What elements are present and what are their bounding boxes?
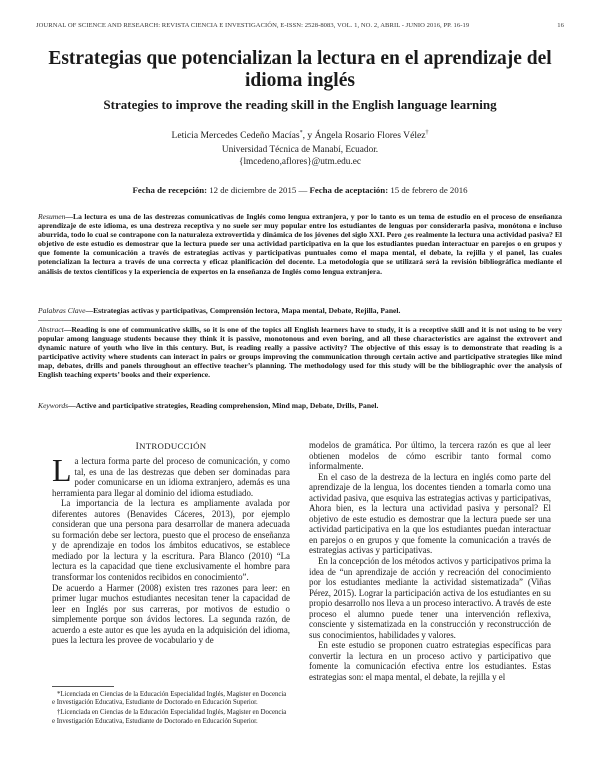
received-label: Fecha de recepción: bbox=[132, 185, 208, 195]
institution: Universidad Técnica de Manabí, Ecuador. bbox=[221, 145, 379, 155]
intro-paragraph-3: De acuerdo a Harmer (2008) existen tres razones para leer: en primer lugar muchos estudiantes necesitan tener la capacidad de leer en Inglés por sus carreras, por motivos de estudio o simplemente porque son ávidos lectores. La segunda razón, de acuerdo a este autor es que les ayuda en la adquisición del idioma, pues la lectura les provee de vocabulario y de bbox=[52, 582, 290, 646]
author-separator: , y bbox=[302, 130, 315, 142]
intro-paragraph-5: En la concepción de los métodos activos y participativos prima la idea de “un aprendizaje de acción y recreación del conocimiento por los estudiantes mediante la actividad sistematizada” (Viñas Pérez, 2015). Lograr la participación activa de los estudiantes en su propio desarrollo nos lleva a un proceso interactivo. A través de este proceso el alumno puede tener una intervención reflexiva, consciente y sistematizada en la construcción y reconstrucción de sus conocimientos, habilidades y valores. bbox=[309, 556, 552, 640]
submission-dates bbox=[30, 185, 570, 195]
intro-paragraph-4: En el caso de la destreza de la lectura en inglés como parte del aprendizaje de la lengua, los docentes tienden a tomarla como una actividad pasiva, que esquiva las estrategias activas y participativas, Ahora bien, es la lectura una actividad pasiva y personal? El objetivo de este estudio es demostrar que la lectura puede ser una actividad participativa en la que los estudiantes puedan interactuar en parejos o en grupos y que fomente la comunicación a través de estrategias activas y participativas. bbox=[309, 471, 551, 556]
paper-subtitle: Strategies to improve the reading skill in the English language learning bbox=[103, 97, 497, 112]
received-date: 12 de diciembre de 2015 bbox=[209, 185, 297, 195]
keywords-label: Keywords bbox=[38, 401, 69, 410]
abstract-label: Abstract bbox=[38, 325, 64, 334]
section-heading-introduccion bbox=[52, 441, 290, 452]
affiliation bbox=[30, 145, 570, 168]
keywords-block bbox=[38, 401, 562, 410]
abstract-block bbox=[38, 325, 562, 380]
accepted-date: 15 de febrero de 2016 bbox=[390, 185, 468, 195]
left-column bbox=[52, 452, 290, 646]
palabras-clave-block bbox=[38, 306, 562, 315]
footnote-2: †Licenciada en Ciencias de la Educación Especialidad Inglés, Magister en Docencia e Investigación Educativa, Estudiante de Doctorado en Educación Superior. bbox=[52, 709, 287, 725]
resumen-block bbox=[38, 212, 562, 276]
author-1: Leticia Mercedes Cedeño Macías bbox=[171, 130, 300, 142]
page-number: 16 bbox=[557, 22, 564, 29]
intro-p1-text: a lectura forma parte del proceso de comunicación, y como tal, es una de las destrezas que deben ser dominadas para poder comunicarse en un idioma extranjero, además es una herramienta para llegar al dominio del idioma estudiado. bbox=[52, 456, 290, 498]
author-emails: {lmcedeno,aflores}@utm.edu.ec bbox=[238, 156, 362, 167]
footnote-1: *Licenciada en Ciencias de la Educación Especialidad Inglés, Magister en Docencia e Investigación Educativa, Estudiante de Doctorado en Educación Superior. bbox=[52, 691, 287, 707]
divider bbox=[38, 320, 562, 321]
keywords-text: —Active and participative strategies, Reading comprehension, Mind map, Debate, Drills, Panel. bbox=[68, 401, 379, 410]
palabras-clave-text: —Estrategias activas y participativas, Comprensión lectora, Mapa mental, Debate, Rejilla, Panel. bbox=[85, 306, 401, 315]
footnote-rule bbox=[52, 686, 114, 687]
resumen-label: Resumen bbox=[38, 212, 66, 221]
author-2: Ángela Rosario Flores Vélez bbox=[314, 130, 426, 142]
dates-separator: — bbox=[298, 185, 308, 195]
journal-header: JOURNAL OF SCIENCE AND RESEARCH: REVISTA CIENCIA E INVESTIGACIÓN, E-ISSN: 2528-8083, VOL. 1, NO. 2, ABRIL - JUNIO 2016, PP. 16-19 bbox=[36, 22, 470, 29]
right-column bbox=[309, 440, 551, 683]
accepted-label: Fecha de aceptación: bbox=[309, 185, 389, 195]
author-line bbox=[30, 130, 570, 141]
footnotes bbox=[52, 691, 290, 728]
intro-paragraph-6: En este estudio se proponen cuatro estrategias específicas para convertir la lectura en un proceso activo y participativo que fomente la comunicación efectiva entre los estudiantes. Estas estrategias son: el mapa mental, el debate, la rejilla y el bbox=[309, 640, 551, 683]
paper-title: Estrategias que potencializan la lectura en el aprendizaje del idioma inglés bbox=[48, 48, 552, 91]
author-1-mark: * bbox=[299, 130, 303, 136]
heading-initial: I bbox=[135, 442, 140, 452]
intro-paragraph-1 bbox=[52, 452, 290, 498]
dropcap-letter: L bbox=[52, 452, 72, 488]
intro-paragraph-3-cont: modelos de gramática. Por último, la tercera razón es que al leer obtienen modelos de cómo escribir tanto formal como informalmente. bbox=[309, 440, 551, 472]
author-2-mark: † bbox=[425, 130, 429, 136]
resumen-text: —La lectura es una de las destrezas comunicativas de Inglés como lengua extranjera, y por lo tanto es un tema de estudio en el proceso de enseñanza aprendizaje de este idioma, es una destreza receptiva y no suele ser muy popular entre los estudiantes de lenguas por considerarla pasiva, monótona e incluso aburrida, todo lo cual se contrapone con la naturaleza extrovertida y dinámica de los jóvenes del siglo XXI. Pero ¿es realmente la lectura una actividad pasiva? El objetivo de este estudio es demostrar que la lectura puede ser una actividad participativa en la que los estudiantes puedan interactuar en parejos o en grupos y que fomente la comunicación a través de estrategias activas y participativas puntuales como el mapa mental, el debate, la rejilla y el panel, las cuales potencializan la lectura a través de una correcta y eficaz planificación del docente. La metodología que se utilizará será la revisión bibliográfica mediante el análisis de textos científicos y la experiencia de expertos en la enseñanza de Inglés como lengua extranjera. bbox=[38, 212, 562, 276]
running-header bbox=[36, 22, 564, 29]
intro-paragraph-2: La importancia de la lectura es ampliamente avalada por diferentes autores (Benavides Cáceres, 2013), por ejemplo consideran que una persona para desarrollar de manera adecuada su formación debe ser lectora, puesto que el proceso de enseñanza y de aprendizaje en todos los ámbitos educativos, se establece mediado por la lectura y la escritura. Para Blanco (2010) “La lectura es la capacidad que tiene exclusivamente el hombre para transformar los contenidos recibidos en conocimiento”. bbox=[52, 498, 290, 583]
heading-rest: NTRODUCCIÓN bbox=[139, 441, 207, 451]
palabras-clave-label: Palabras Clave bbox=[38, 306, 86, 315]
abstract-text: —Reading is one of communicative skills, so it is one of the topics all English learners have to study, it is a receptive skill and it is not using to be very popular among language students because they think it is passive, monotonous and even boring, and all these characteristics are against the extrovert and dynamic nature of youth who live in this century. But, is reading really a passive activity? The objective of this essay is to demonstrate that reading is a participative activity where students can interact in pairs or groups improving the communication through certain active and participative strategies like mind map, debates, drills and panels throughout an effective teacher’s planning. The methodology used for this study will be the bibliographic over the analysis of English teaching experts’ books and their experience. bbox=[38, 325, 562, 380]
